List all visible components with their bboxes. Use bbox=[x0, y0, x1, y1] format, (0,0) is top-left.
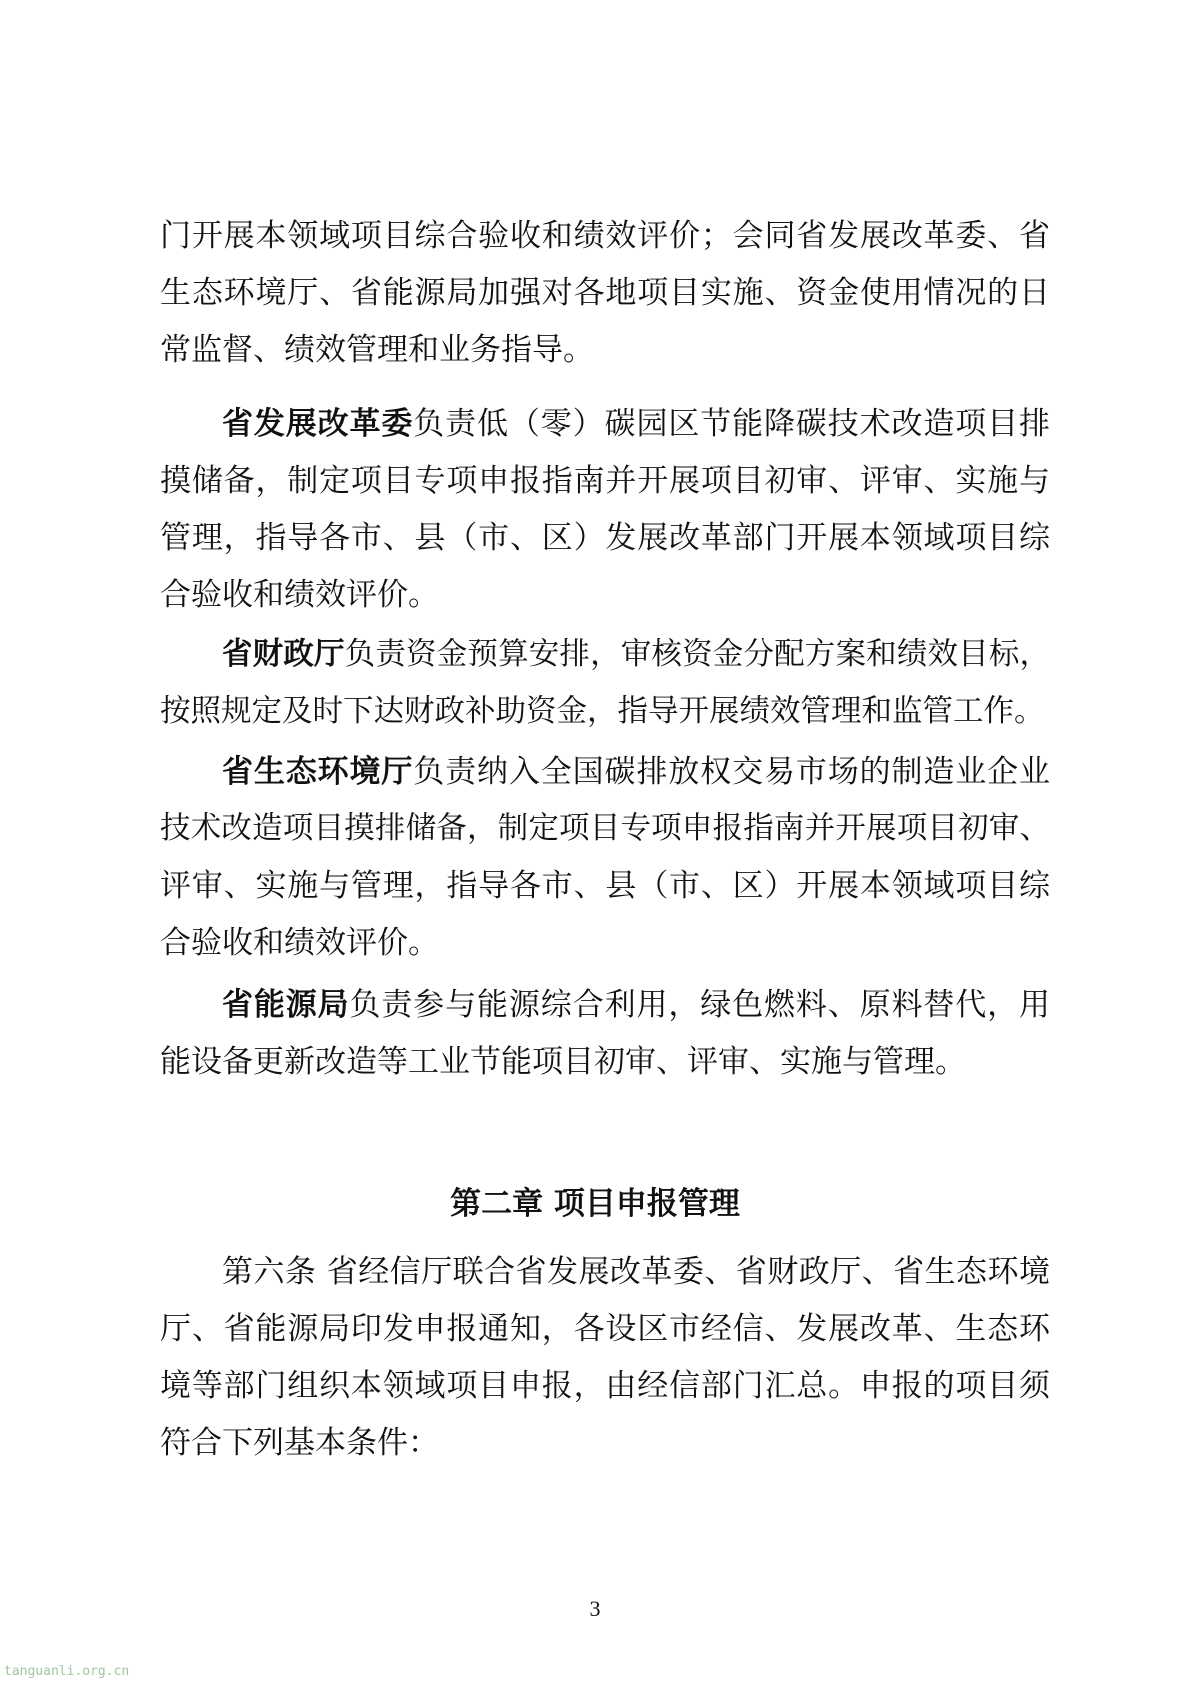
paragraph-line: 摸储备，制定项目专项申报指南并开展项目初审、评审、实施与 bbox=[160, 463, 1050, 499]
paragraph-line: 厅、省能源局印发申报通知，各设区市经信、发展改革、生态环 bbox=[160, 1311, 1050, 1347]
paragraph-first-line bbox=[222, 625, 1050, 685]
department-name: 省发展改革委 bbox=[222, 406, 414, 442]
paragraph-line: 合验收和绩效评价。 bbox=[160, 925, 439, 961]
paragraph-text: 负责低（零）碳园区节能降碳技术改造项目排 bbox=[413, 406, 1050, 442]
paragraph-line: 评审、实施与管理，指导各市、县（市、区）开展本领域项目综 bbox=[160, 868, 1050, 904]
paragraph-line: 按照规定及时下达财政补助资金，指导开展绩效管理和监管工作。 bbox=[160, 694, 1045, 729]
department-name: 省财政厅 bbox=[222, 637, 345, 672]
chapter-title: 第二章 项目申报管理 bbox=[450, 1186, 740, 1222]
paragraph-line: 生态环境厅、省能源局加强对各地项目实施、资金使用情况的日 bbox=[160, 275, 1050, 311]
paragraph-line: 能设备更新改造等工业节能项目初审、评审、实施与管理。 bbox=[160, 1044, 966, 1080]
paragraph-line: 境等部门组织本领域项目申报，由经信部门汇总。申报的项目须 bbox=[160, 1368, 1050, 1404]
paragraph-line: 合验收和绩效评价。 bbox=[160, 577, 439, 613]
watermark-text: tanguanli.org.cn bbox=[4, 1664, 130, 1679]
paragraph-line: 技术改造项目摸排储备，制定项目专项申报指南并开展项目初审、 bbox=[160, 811, 1050, 846]
department-name: 省能源局 bbox=[222, 987, 350, 1023]
paragraph-line: 符合下列基本条件： bbox=[160, 1425, 439, 1461]
paragraph-line: 常监督、绩效管理和业务指导。 bbox=[160, 332, 594, 368]
paragraph-first-line: 第六条 省经信厅联合省发展改革委、省财政厅、省生态环境 bbox=[222, 1254, 1050, 1290]
paragraph-text: 负责资金预算安排，审核资金分配方案和绩效目标， bbox=[344, 637, 1051, 672]
paragraph-first-line bbox=[222, 975, 1050, 1035]
paragraph-first-line bbox=[222, 394, 1050, 454]
department-name: 省生态环境厅 bbox=[222, 754, 414, 790]
paragraph-text: 负责纳入全国碳排放权交易市场的制造业企业 bbox=[413, 754, 1050, 790]
page-number: 3 bbox=[589, 1596, 601, 1621]
paragraph-text: 负责参与能源综合利用，绿色燃料、原料替代，用 bbox=[349, 987, 1051, 1023]
paragraph-first-line bbox=[222, 742, 1050, 802]
paragraph-line: 管理，指导各市、县（市、区）发展改革部门开展本领域项目综 bbox=[160, 520, 1050, 556]
paragraph-line: 门开展本领域项目综合验收和绩效评价；会同省发展改革委、省 bbox=[160, 218, 1050, 254]
